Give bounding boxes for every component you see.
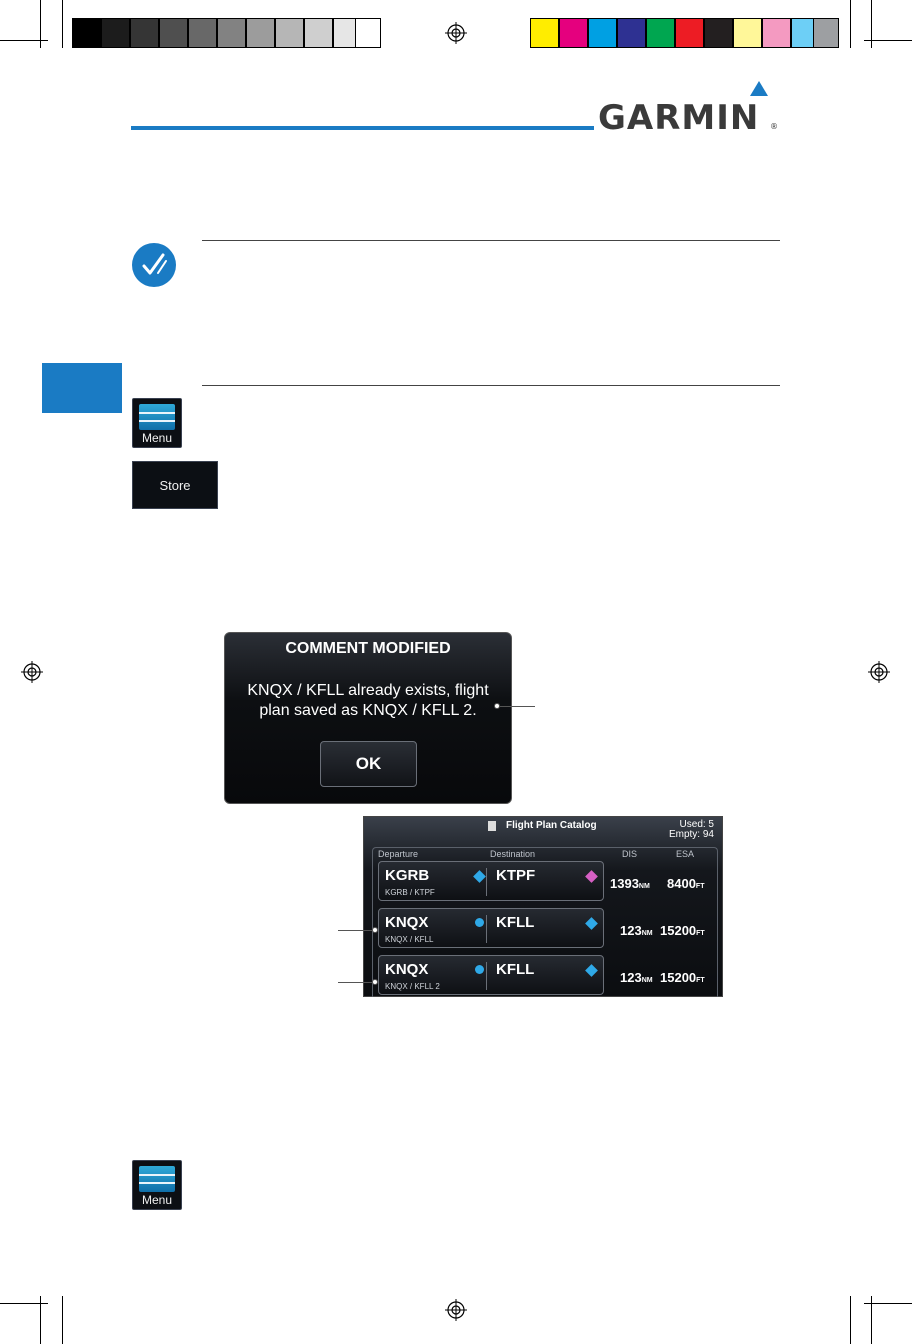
- destination-id: KTPF: [496, 867, 536, 884]
- flight-plan-row[interactable]: [378, 908, 604, 948]
- flight-plan-catalog: [363, 816, 723, 997]
- menu-label: Menu: [141, 431, 173, 445]
- catalog-empty: Empty: 94: [668, 829, 714, 840]
- flight-plan-row[interactable]: [378, 955, 604, 995]
- header-rule: [131, 126, 594, 130]
- destination-id: KFLL: [496, 961, 535, 978]
- callout-line: [500, 706, 535, 707]
- note-bottom-rule: [202, 385, 780, 386]
- esa-number: 15200: [660, 923, 697, 938]
- esa-unit: FT: [696, 930, 705, 937]
- distance-value: [620, 970, 653, 985]
- departure-id: KGRB: [385, 867, 430, 884]
- distance-unit: NM: [638, 883, 650, 890]
- distance-number: 123: [620, 970, 642, 985]
- header-esa: ESA: [676, 849, 695, 859]
- esa-value: [660, 970, 705, 985]
- menu-button[interactable]: [132, 1160, 182, 1210]
- dialog-message-line2: plan saved as KNQX / KFLL 2.: [259, 702, 477, 719]
- departure-id: KNQX: [385, 914, 429, 931]
- flight-plan-name: KNQX / KFLL: [385, 935, 434, 944]
- flight-plan-row[interactable]: [378, 861, 604, 901]
- distance-unit: NM: [641, 977, 653, 984]
- ok-button[interactable]: OK: [320, 741, 417, 787]
- esa-unit: FT: [696, 977, 705, 984]
- departure-marker-icon: [475, 965, 484, 974]
- registration-target-icon: [445, 22, 467, 44]
- callout-line: [338, 930, 375, 931]
- comment-modified-dialog: [224, 632, 512, 804]
- catalog-title: Flight Plan Catalog: [506, 820, 597, 831]
- menu-label: Menu: [141, 1193, 173, 1207]
- destination-marker-icon: [585, 870, 598, 883]
- row-divider: [486, 962, 487, 990]
- flight-plan-name: KGRB / KTPF: [385, 888, 435, 897]
- esa-number: 8400: [667, 876, 696, 891]
- checkmark-pencil-icon: [132, 243, 176, 287]
- destination-id: KFLL: [496, 914, 535, 931]
- catalog-used: Used: 5: [679, 819, 714, 830]
- distance-number: 123: [620, 923, 642, 938]
- destination-marker-icon: [585, 964, 598, 977]
- departure-marker-icon: [475, 918, 484, 927]
- callout-line: [338, 982, 375, 983]
- row-divider: [486, 915, 487, 943]
- header-departure: Departure: [378, 849, 419, 859]
- store-button[interactable]: Store: [132, 461, 218, 509]
- dialog-message: [225, 681, 511, 721]
- registration-target-icon: [445, 1299, 467, 1321]
- esa-value: [660, 923, 705, 938]
- header-destination: Destination: [490, 849, 536, 859]
- distance-number: 1393: [610, 876, 639, 891]
- distance-value: [610, 876, 650, 891]
- note-icon: [132, 243, 176, 287]
- callout-dot: [372, 927, 378, 933]
- menu-button[interactable]: [132, 398, 182, 448]
- callout-dot: [372, 979, 378, 985]
- distance-value: [620, 923, 653, 938]
- menu-bars-icon: [139, 1166, 175, 1192]
- registration-target-icon: [21, 661, 43, 683]
- destination-marker-icon: [585, 917, 598, 930]
- esa-unit: FT: [695, 883, 705, 890]
- logo-registered-mark: ®: [770, 122, 778, 131]
- logo-triangle-icon: [750, 81, 768, 96]
- dialog-title: COMMENT MODIFIED: [285, 640, 451, 657]
- esa-number: 15200: [660, 970, 697, 985]
- distance-unit: NM: [641, 930, 653, 937]
- garmin-logo: GARMIN: [598, 98, 760, 138]
- section-tab: [42, 363, 122, 413]
- document-icon: [488, 821, 496, 831]
- header-dis: DIS: [622, 849, 638, 859]
- departure-marker-icon: [473, 870, 486, 883]
- row-divider: [486, 868, 487, 896]
- departure-id: KNQX: [385, 961, 429, 978]
- flight-plan-name: KNQX / KFLL 2: [385, 982, 440, 991]
- note-top-rule: [202, 240, 780, 241]
- dialog-message-line1: KNQX / KFLL already exists, flight: [247, 682, 489, 699]
- catalog-capacity: [669, 820, 714, 840]
- esa-value: [667, 876, 704, 891]
- registration-target-icon: [868, 661, 890, 683]
- menu-bars-icon: [139, 404, 175, 430]
